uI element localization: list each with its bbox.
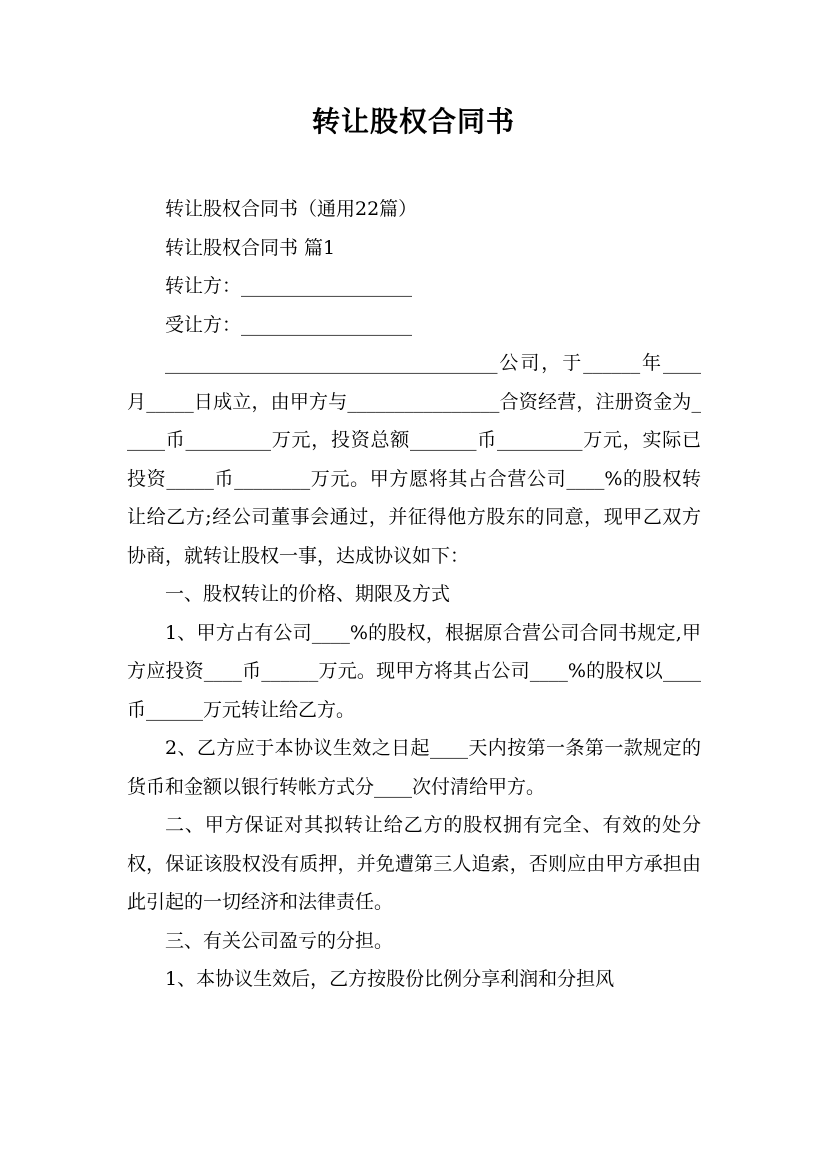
clause-1-2-paragraph: 2、乙方应于本协议生效之日起____天内按第一条第一款规定的货币和金额以银行转帐方式分____次付清给甲方。: [127, 737, 701, 798]
transferor-line: 转让方：__________________: [165, 275, 413, 297]
document-body: [127, 190, 701, 999]
clause-1-1-paragraph: 1、甲方占有公司____%的股权，根据原合营公司合同书规定,甲方应投资____币______万元。现甲方将其占公司____%的股权以____币______万元转让给乙方。: [127, 621, 701, 721]
subtitle-paragraph: 转让股权合同书（通用22篇）: [165, 198, 418, 220]
company-info-paragraph: ___________________________________公司，于______年____月_____日成立，由甲方与________________合资经营，注册资金为_____币_________万元，投资总额_______币_________万元，实际已投资_____币________万元。甲方愿将其占合营公司____%的股权转让给乙方;经公司董事会通过，并征得他方股东的同意，现甲乙双方协商，就转让股权一事，达成协议如下：: [127, 352, 701, 567]
transferee-line: 受让方：__________________: [165, 313, 413, 336]
clause-2-paragraph: 二、甲方保证对其拟转让给乙方的股权拥有完全、有效的处分权，保证该股权没有质押，并免遭第三人追索，否则应由甲方承担由此引起的一切经济和法律责任。: [127, 814, 701, 913]
document-title: 转让股权合同书: [311, 105, 515, 138]
section-heading-paragraph: 转让股权合同书 篇1: [165, 236, 336, 259]
clause-3-1-paragraph: 1、本协议生效后，乙方按股份比例分享利润和分担风: [165, 968, 615, 990]
clause-3-heading: 三、有关公司盈亏的分担。: [165, 929, 394, 952]
clause-1-heading: 一、股权转让的价格、期限及方式: [165, 583, 451, 605]
